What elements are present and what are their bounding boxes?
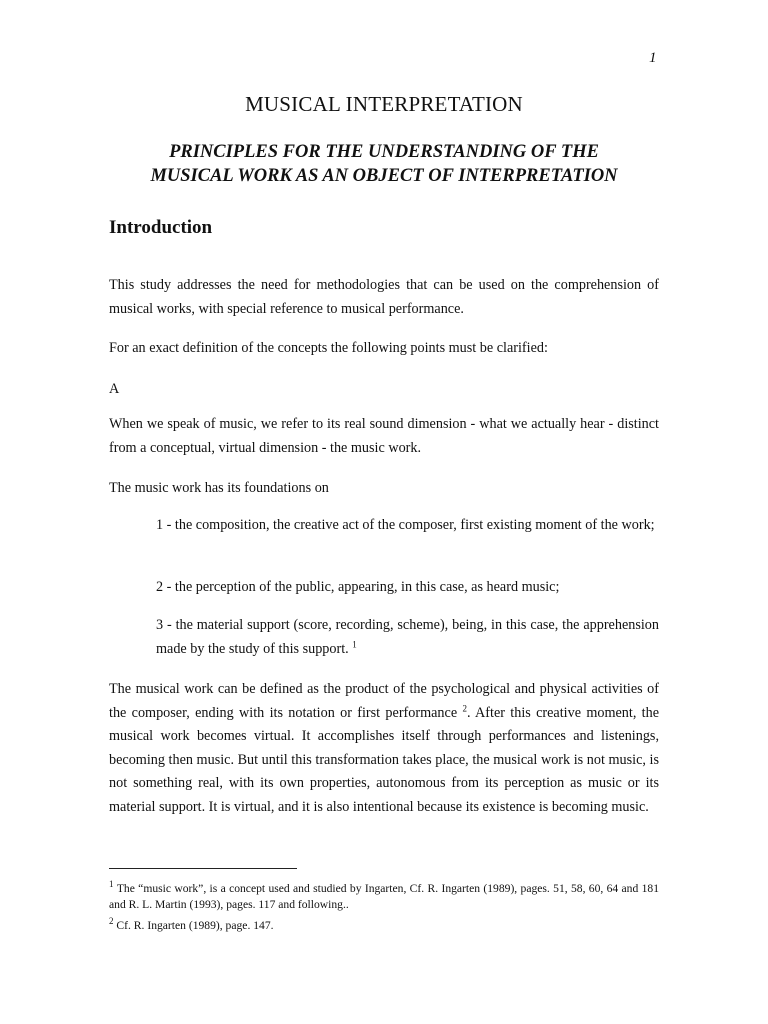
paragraph-point-a: A	[109, 381, 120, 397]
list-item-composition: 1 - the composition, the creative act of the composer, first existing moment of the work;	[156, 517, 655, 533]
paragraph-musical-work-text-2: . After this creative moment, the musical work becomes virtual. It accomplishes itself through performances and listenings, becoming then music. But until this transformation takes place, the musical work is not music, is not something real, with its own properties, autonomous from its perception as music or its material support. It is virtual, and it is also intentional because its existence is becoming music.	[109, 704, 660, 815]
paragraph-musical-work-definition	[109, 678, 659, 820]
paragraph-definitions-intro: For an exact definition of the concepts the following points must be clarified:	[109, 340, 548, 356]
footnote-text-1: The “music work”, is a concept used and studied by Ingarten, Cf. R. Ingarten (1989), pages. 51, 58, 60, 64 and 181 and R. L. Martin (1993), pages. 117 and following..	[109, 882, 659, 911]
list-item-material-support	[156, 614, 659, 661]
section-heading-introduction: Introduction	[109, 217, 213, 238]
subtitle-line-1: PRINCIPLES FOR THE UNDERSTANDING OF THE	[169, 142, 599, 162]
footnote-text-2: Cf. R. Ingarten (1989), page. 147.	[116, 919, 274, 932]
list-item-material-support-text: 3 - the material support (score, recording, scheme), being, in this case, the apprehension made by the study of this support.	[156, 617, 659, 657]
footnote-divider	[109, 868, 297, 869]
paragraph-musical-work-text-1: The musical work can be defined as the product of the psychological and physical activities of the composer, ending with its notation or first performance	[109, 681, 659, 721]
paragraph-foundations: The music work has its foundations on	[109, 480, 329, 496]
footnote-marker-1: 1	[109, 879, 114, 890]
page-number: 1	[649, 50, 657, 66]
footnote-ref-1[interactable]: 1	[352, 638, 357, 649]
document-title: MUSICAL INTERPRETATION	[245, 92, 523, 116]
paragraph-study-purpose: This study addresses the need for methodologies that can be used on the comprehension of musical works, with special reference to musical performance.	[109, 277, 659, 317]
document-subtitle	[0, 140, 768, 188]
paragraph-music-dimension: When we speak of music, we refer to its real sound dimension - what we actually hear - distinct from a conceptual, virtual dimension - the music work.	[109, 416, 659, 456]
footnote-ref-2[interactable]: 2	[462, 702, 467, 713]
footnote-1	[109, 881, 659, 913]
list-item-perception: 2 - the perception of the public, appearing, in this case, as heard music;	[156, 579, 560, 595]
footnote-2	[109, 918, 659, 934]
footnote-marker-2: 2	[109, 916, 114, 927]
subtitle-line-2: MUSICAL WORK AS AN OBJECT OF INTERPRETATION	[150, 166, 618, 186]
